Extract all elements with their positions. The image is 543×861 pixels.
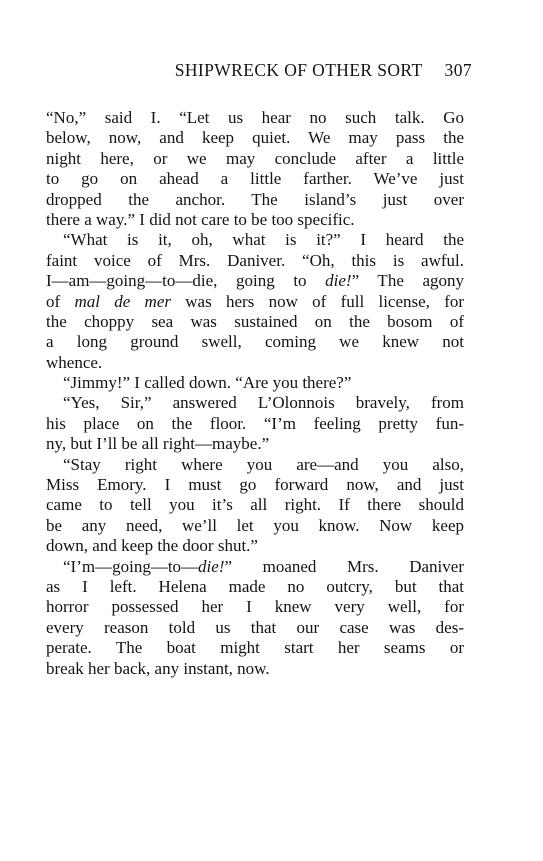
text-line	[46, 373, 464, 393]
text-line	[46, 128, 464, 148]
text-segment: “I’m—going—to—	[63, 556, 199, 576]
text-line	[46, 292, 464, 312]
text-line	[46, 149, 464, 169]
text-line	[46, 414, 464, 434]
text-segment: to go on ahead a little farther. We’ve just	[46, 169, 464, 189]
text-segment: break her back, any instant, now.	[46, 658, 270, 678]
text-segment: ny, but I’ll be all right—maybe.”	[46, 434, 270, 454]
text-segment: down, and keep the door shut.”	[46, 536, 258, 556]
text-line	[46, 251, 464, 271]
page-number: 307	[444, 60, 472, 80]
text-line	[46, 312, 464, 332]
text-segment: ” moaned Mrs. Daniver	[224, 556, 464, 576]
italic-text: die!	[325, 271, 352, 291]
text-line	[46, 190, 464, 210]
text-segment: was hers now of full license, for	[171, 291, 465, 311]
text-line	[46, 475, 464, 495]
text-segment: “What is it, oh, what is it?” I heard the	[63, 230, 464, 250]
text-line	[46, 618, 464, 638]
text-line	[46, 210, 464, 230]
text-line	[46, 516, 464, 536]
text-line	[46, 495, 464, 515]
body-text	[46, 108, 464, 679]
text-line	[46, 577, 464, 597]
text-segment: “Stay right where you are—and you also,	[63, 454, 464, 474]
text-segment: came to tell you it’s all right. If there should	[46, 495, 464, 515]
text-segment: horror possessed her I knew very well, for	[46, 597, 464, 617]
text-line	[46, 455, 464, 475]
text-segment: whence.	[46, 352, 103, 372]
text-segment: below, now, and keep quiet. We may pass the	[46, 128, 464, 148]
text-line	[46, 353, 464, 373]
text-line	[46, 393, 464, 413]
text-line	[46, 597, 464, 617]
text-line	[46, 659, 464, 679]
text-line	[46, 638, 464, 658]
text-segment: as I left. Helena made no outcry, but that	[46, 576, 464, 596]
italic-text: die!	[198, 556, 225, 576]
page-header	[46, 60, 472, 86]
text-segment: “Jimmy!” I called down. “Are you there?”	[63, 373, 352, 393]
text-segment: “Yes, Sir,” answered L’Olonnois bravely, from	[63, 393, 464, 413]
text-segment: I—am—going—to—die, going to	[46, 271, 326, 291]
text-segment: every reason told us that our case was des-	[46, 617, 464, 637]
text-line	[46, 230, 464, 250]
text-line	[46, 536, 464, 556]
running-title: SHIPWRECK OF OTHER SORT	[174, 60, 423, 80]
text-segment: dropped the anchor. The island’s just over	[46, 189, 464, 209]
text-segment: ” The agony	[351, 271, 465, 291]
text-segment: “No,” said I. “Let us hear no such talk. Go	[46, 108, 464, 127]
text-line	[46, 108, 464, 128]
text-segment: be any need, we’ll let you know. Now keep	[46, 515, 464, 535]
italic-text: mal de mer	[74, 291, 171, 311]
text-segment: a long ground swell, coming we knew not	[46, 332, 464, 352]
text-line	[46, 271, 464, 291]
text-segment: Miss Emory. I must go forward now, and just	[46, 475, 464, 495]
text-segment: there a way.” I did not care to be too specific.	[46, 209, 355, 229]
text-segment: perate. The boat might start her seams or	[46, 638, 464, 658]
text-segment: night here, or we may conclude after a little	[46, 148, 464, 168]
text-line	[46, 557, 464, 577]
text-line	[46, 434, 464, 454]
text-line	[46, 332, 464, 352]
text-segment: the choppy sea was sustained on the bosom of	[46, 311, 464, 331]
text-segment: faint voice of Mrs. Daniver. “Oh, this is awful.	[46, 250, 464, 270]
text-segment: his place on the floor. “I’m feeling pretty fun-	[46, 413, 464, 433]
text-line	[46, 169, 464, 189]
text-segment: of	[46, 291, 75, 311]
